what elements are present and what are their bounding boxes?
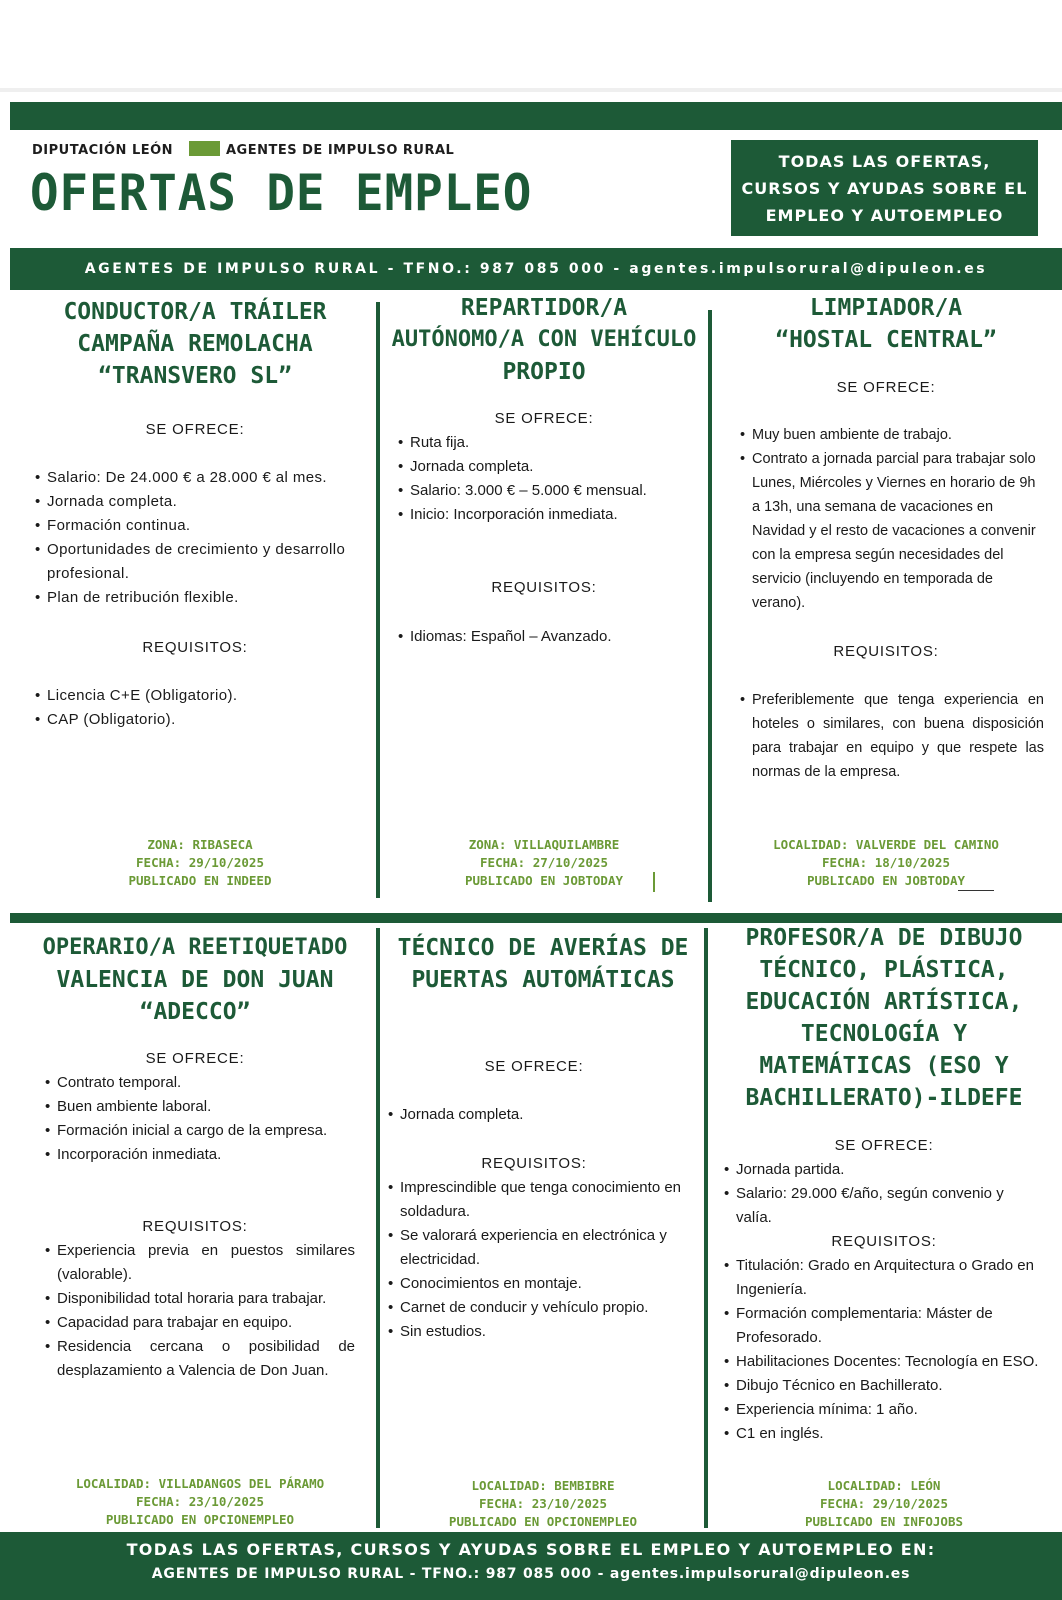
requirements-heading: REQUISITOS: <box>831 1233 937 1250</box>
requirement-item: • Imprescindible que tenga conocimiento en soldadura. <box>388 1176 693 1224</box>
offer-item: • Muy buen ambiente de trabajo. <box>740 423 1044 447</box>
offer-title <box>20 932 370 1028</box>
offer-list <box>740 423 1044 615</box>
offer-title-line: OPERARIO/A REETIQUETADO <box>42 935 348 960</box>
offer-source: PUBLICADO EN INDEED <box>128 873 272 888</box>
offer-item: • Inicio: Incorporación inmediata. <box>398 503 703 527</box>
offer-heading: SE OFRECE: <box>494 410 594 427</box>
offer-item: • Formación inicial a cargo de la empresa. <box>45 1119 355 1143</box>
offer-location: LOCALIDAD: LEÓN <box>827 1478 941 1493</box>
column-divider <box>708 310 712 902</box>
requirements-list <box>398 625 703 649</box>
requirement-item: • Conocimientos en montaje. <box>388 1272 693 1296</box>
requirement-item: • Experiencia mínima: 1 año. <box>724 1398 1042 1422</box>
column-divider <box>376 928 380 1528</box>
offer-list <box>45 1071 355 1167</box>
offer-card <box>386 932 700 996</box>
offer-date: FECHA: 23/10/2025 <box>479 1496 607 1511</box>
program-name: AGENTES DE IMPULSO RURAL <box>226 143 455 158</box>
requirement-item: • C1 en inglés. <box>724 1422 1042 1446</box>
offer-title <box>712 922 1056 1114</box>
top-divider <box>0 88 1062 92</box>
requirements-heading: REQUISITOS: <box>491 579 597 596</box>
requirement-item: • Titulación: Grado en Arquitectura o Grado en Ingeniería. <box>724 1254 1042 1302</box>
requirements-list <box>388 1176 693 1344</box>
offer-title <box>20 296 370 392</box>
offer-card <box>20 932 370 1028</box>
offer-item: • Contrato a jornada parcial para trabajar solo Lunes, Miércoles y Viernes en horario de 9h a 13h, una semana de vacaciones en Navidad y el resto de vacaciones a convenir con la empresa según necesidades del servicio (incluyendo en temporada de verano). <box>740 447 1044 615</box>
offer-card <box>20 296 370 392</box>
offer-item: • Salario: 29.000 €/año, según convenio y valía. <box>724 1182 1042 1230</box>
offer-item: • Contrato temporal. <box>45 1071 355 1095</box>
offer-list <box>398 431 703 527</box>
offer-item: • Salario: 3.000 € – 5.000 € mensual. <box>398 479 703 503</box>
offer-title-line: REPARTIDOR/A <box>460 295 628 321</box>
offer-title-line: CONDUCTOR/A TRÁILER <box>63 299 327 325</box>
requirement-item: • Dibujo Técnico en Bachillerato. <box>724 1374 1042 1398</box>
requirement-item: • Preferiblemente que tenga experiencia en hoteles o similares, con buena disposición para trabajar en equipo y que respete las normas de la empresa. <box>740 688 1044 784</box>
offer-list <box>724 1158 1042 1230</box>
requirement-item: • Idiomas: Español – Avanzado. <box>398 625 703 649</box>
offer-location: ZONA: VILLAQUILAMBRE <box>468 837 620 852</box>
program-color-square <box>189 141 220 156</box>
requirement-item: • Formación complementaria: Máster de Profesorado. <box>724 1302 1042 1350</box>
footer-bar <box>0 1532 1062 1600</box>
offer-meta <box>712 1477 1056 1531</box>
offer-list <box>35 466 370 610</box>
offer-title-line: EDUCACIÓN ARTÍSTICA, <box>745 989 1023 1015</box>
offer-title-line: AUTÓNOMO/A CON VEHÍCULO <box>391 327 697 352</box>
offer-meta <box>20 1475 380 1529</box>
requirement-item: • Residencia cercana o posibilidad de desplazamiento a Valencia de Don Juan. <box>45 1335 355 1383</box>
column-divider <box>704 928 708 1528</box>
requirement-item: • Habilitaciones Docentes: Tecnología en ESO. <box>724 1350 1042 1374</box>
requirements-heading: REQUISITOS: <box>142 1218 248 1235</box>
offer-location: ZONA: RIBASECA <box>147 837 253 852</box>
offer-item: • Salario: De 24.000 € a 28.000 € al mes. <box>35 466 370 490</box>
offer-title-line: BACHILLERATO)-ILDEFE <box>745 1085 1023 1111</box>
offer-heading: SE OFRECE: <box>145 1050 245 1067</box>
requirement-item: • Se valorará experiencia en electrónica y electricidad. <box>388 1224 693 1272</box>
requirements-list <box>45 1239 355 1383</box>
requirement-item: • Licencia C+E (Obligatorio). <box>35 684 370 708</box>
offer-source: PUBLICADO EN JOBTODAY <box>806 873 966 888</box>
offer-item: • Jornada completa. <box>388 1103 693 1127</box>
offer-title-line: “TRANSVERO SL” <box>98 363 292 389</box>
requirement-item: • Sin estudios. <box>388 1320 693 1344</box>
contact-bar: AGENTES DE IMPULSO RURAL - TFNO.: 987 085 000 - agentes.impulsorural@dipuleon.es <box>10 248 1062 290</box>
offer-title-line: PROFESOR/A DE DIBUJO <box>745 925 1023 951</box>
underline-mark <box>958 890 994 891</box>
offer-date: FECHA: 29/10/2025 <box>820 1496 948 1511</box>
offer-card <box>712 922 1056 1114</box>
page-title: OFERTAS DE EMPLEO <box>30 164 533 222</box>
offer-item: • Incorporación inmediata. <box>45 1143 355 1167</box>
offer-list <box>388 1103 693 1127</box>
footer-contact: AGENTES DE IMPULSO RURAL - TFNO.: 987 085 000 - agentes.impulsorural@dipuleon.es <box>151 1566 911 1582</box>
header-band <box>10 102 1062 130</box>
requirements-list <box>35 684 370 732</box>
offer-card <box>716 292 1056 356</box>
header-info-box <box>731 140 1038 236</box>
offer-location: LOCALIDAD: VILLADANGOS DEL PÁRAMO <box>75 1476 325 1491</box>
requirement-item: • CAP (Obligatorio). <box>35 708 370 732</box>
footer-headline: TODAS LAS OFERTAS, CURSOS Y AYUDAS SOBRE EL EMPLEO Y AUTOEMPLEO EN: <box>126 1540 936 1559</box>
offer-item: • Oportunidades de crecimiento y desarrollo profesional. <box>35 538 370 586</box>
offer-meta <box>384 836 704 890</box>
offer-title <box>384 292 704 388</box>
offer-title <box>716 292 1056 356</box>
offer-location: LOCALIDAD: BEMBIBRE <box>471 1478 615 1493</box>
offer-item: • Formación continua. <box>35 514 370 538</box>
offer-title-line: “HOSTAL CENTRAL” <box>775 327 997 353</box>
offer-source: PUBLICADO EN OPCIONEMPLEO <box>448 1514 638 1529</box>
offer-title-line: TECNOLOGÍA Y <box>800 1021 968 1047</box>
offer-title <box>386 932 700 996</box>
offer-title-line: CAMPAÑA REMOLACHA <box>77 331 313 357</box>
column-divider <box>376 302 380 898</box>
offer-source: PUBLICADO EN JOBTODAY <box>464 873 624 888</box>
offer-title-line: LIMPIADOR/A <box>809 295 963 321</box>
header-info-text: TODAS LAS OFERTAS, CURSOS Y AYUDAS SOBRE EL EMPLEO Y AUTOEMPLEO <box>741 151 1028 225</box>
requirements-heading: REQUISITOS: <box>142 639 248 656</box>
top-blank-strip <box>0 0 1062 90</box>
requirement-item: • Disponibilidad total horaria para trabajar. <box>45 1287 355 1311</box>
offer-date: FECHA: 18/10/2025 <box>822 855 950 870</box>
offer-heading: SE OFRECE: <box>836 379 936 396</box>
offer-date: FECHA: 27/10/2025 <box>480 855 608 870</box>
offer-title-line: TÉCNICO DE AVERÍAS DE <box>397 935 689 961</box>
offer-item: • Ruta fija. <box>398 431 703 455</box>
offer-item: • Buen ambiente laboral. <box>45 1095 355 1119</box>
requirement-item: • Carnet de conducir y vehículo propio. <box>388 1296 693 1320</box>
requirements-heading: REQUISITOS: <box>833 643 939 660</box>
offer-meta <box>20 836 380 890</box>
org-name: DIPUTACIÓN LEÓN <box>32 143 174 158</box>
offer-heading: SE OFRECE: <box>484 1058 584 1075</box>
requirements-list <box>724 1254 1042 1446</box>
offer-title-line: VALENCIA DE DON JUAN <box>56 967 334 993</box>
offer-item: • Plan de retribución flexible. <box>35 586 370 610</box>
requirement-item: • Experiencia previa en puestos similares (valorable). <box>45 1239 355 1287</box>
offer-title-line: MATEMÁTICAS (ESO Y <box>759 1053 1009 1079</box>
offer-meta <box>386 1477 700 1531</box>
offer-title-line: TÉCNICO, PLÁSTICA, <box>759 957 1009 983</box>
offer-item: • Jornada completa. <box>35 490 370 514</box>
offer-date: FECHA: 29/10/2025 <box>136 855 264 870</box>
offer-date: FECHA: 23/10/2025 <box>136 1494 264 1509</box>
requirement-item: • Capacidad para trabajar en equipo. <box>45 1311 355 1335</box>
offer-item: • Jornada partida. <box>724 1158 1042 1182</box>
offer-location: LOCALIDAD: VALVERDE DEL CAMINO <box>773 837 999 852</box>
offer-card <box>384 292 704 388</box>
offer-title-line: PUERTAS AUTOMÁTICAS <box>411 967 675 993</box>
offer-heading: SE OFRECE: <box>834 1137 934 1154</box>
offer-title-line: PROPIO <box>502 359 586 385</box>
offer-item: • Jornada completa. <box>398 455 703 479</box>
offer-source: PUBLICADO EN INFOJOBS <box>804 1514 964 1529</box>
offer-heading: SE OFRECE: <box>145 421 245 438</box>
offer-meta <box>716 836 1056 890</box>
offer-source: PUBLICADO EN OPCIONEMPLEO <box>105 1512 295 1527</box>
requirements-heading: REQUISITOS: <box>481 1155 587 1172</box>
offer-title-line: “ADECCO” <box>139 999 251 1025</box>
requirements-list <box>740 688 1044 784</box>
